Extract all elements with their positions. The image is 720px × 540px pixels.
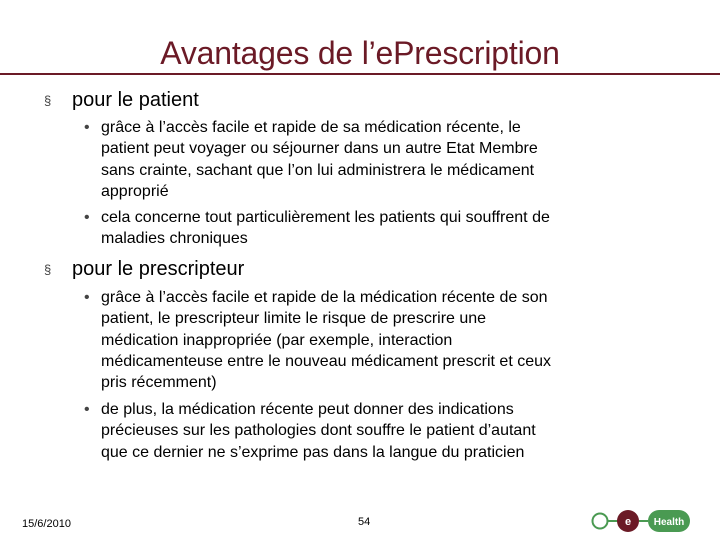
title-underline [0, 73, 720, 75]
section-heading-label: pour le prescripteur [72, 258, 245, 280]
list-item [84, 287, 684, 393]
list-item-text: grâce à l’accès facile et rapide de sa médication récente, le patient peut voyager ou séjourner dans un autre Etat Membre sans crainte, sachant que l’on lui administrera le médicament approprié [101, 119, 538, 200]
bullet-icon: • [84, 401, 90, 418]
section-bullet-icon: § [44, 93, 52, 108]
bullet-icon: • [84, 119, 90, 136]
section-bullet-icon: § [44, 262, 52, 277]
bullet-icon: • [84, 289, 90, 306]
page-number: 54 [358, 516, 371, 528]
list-item [84, 399, 684, 463]
section-heading-label: pour le patient [72, 89, 199, 111]
logo-ring-icon [593, 514, 608, 529]
logo-health-text: Health [653, 517, 685, 528]
list-item-text: cela concerne tout particulièrement les patients qui souffrent de maladies chroniques [101, 209, 550, 248]
ehealth-logo [590, 508, 720, 534]
bullet-icon: • [84, 209, 90, 226]
slide-title: Avantages de l’ePrescription [160, 35, 560, 71]
list-item-text: de plus, la médication récente peut donner des indications précieuses sur les pathologies dont souffre le patient d’autant que ce dernier ne s’exprime pas dans la langue du praticien [101, 401, 536, 461]
footer-date: 15/6/2010 [22, 518, 71, 530]
logo-e-letter: e [624, 516, 632, 528]
list-item-text: grâce à l’accès facile et rapide de la médication récente de son patient, le prescripteur limite le risque de prescrire une médication inappropriée (par exemple, interaction médicamenteuse entre le nouveau médicament prescrit et ceux pris récemment) [101, 289, 552, 392]
list-item [84, 207, 684, 250]
list-item [84, 117, 684, 202]
